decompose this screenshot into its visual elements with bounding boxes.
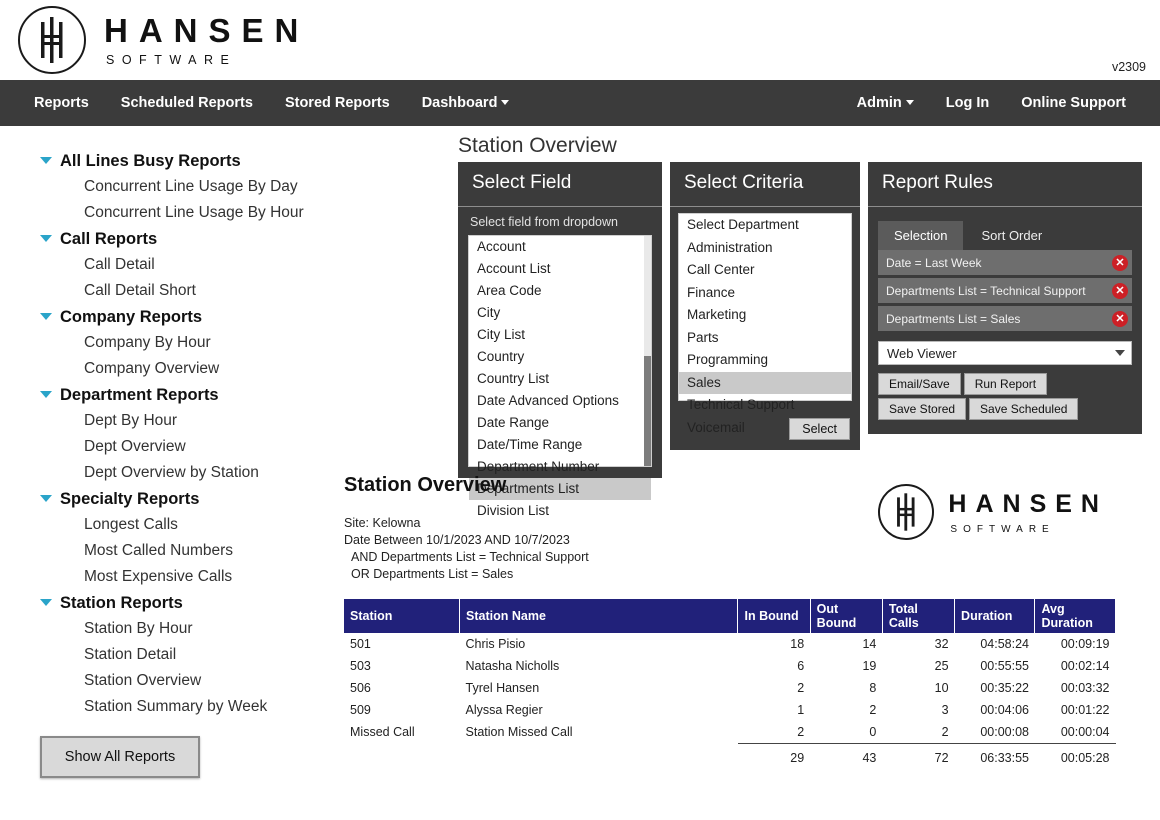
sidebar-group-specialty-reports[interactable] [0,486,330,512]
table-cell: 00:00:08 [980,725,1029,739]
caret-down-icon [40,599,52,606]
criteria-option[interactable]: Call Center [687,262,755,277]
builder-page-title: Station Overview [458,134,617,157]
field-option[interactable]: Division List [477,503,550,518]
field-option[interactable]: Account List [477,261,551,276]
table-cell: 6 [797,659,805,673]
table-total-cell: 72 [882,744,954,770]
table-cell: 32 [934,637,949,651]
show-all-reports-label: Show All Reports [64,749,176,765]
column-header: Out Bound [810,599,882,633]
table-cell: 00:03:32 [1060,681,1110,695]
table-cell: 2 [941,725,949,739]
table-cell: Alyssa Regier [465,703,543,717]
sidebar-item-station-overview[interactable]: Station Overview [84,672,202,689]
report-filter-line: Site: Kelowna [344,516,421,530]
nav-item-dashboard[interactable] [406,80,526,126]
sidebar-item-company-by-hour[interactable]: Company By Hour [84,334,211,351]
sidebar-group-department-reports[interactable] [0,382,330,408]
brand-title: HANSEN [948,489,1108,518]
field-option[interactable]: City List [477,327,526,342]
field-option[interactable]: Department Number [477,459,600,474]
table-cell: 00:02:14 [1060,659,1110,673]
hansen-logo-icon [878,484,934,540]
sidebar-item-call-detail-short[interactable]: Call Detail Short [84,282,196,299]
table-cell: 0 [869,725,877,739]
table-cell: 1 [797,703,805,717]
show-all-reports-button[interactable] [40,736,200,778]
report-rules-heading: Report Rules [868,162,1142,207]
table-row [344,655,1116,677]
table-cell: 10 [934,681,949,695]
brand-subtitle: SOFTWARE [106,52,237,67]
table-row [344,721,1116,744]
criteria-option[interactable]: Sales [679,372,851,395]
caret-down-icon [40,313,52,320]
report-filter-line: AND Departments List = Technical Support [351,550,589,564]
table-cell: 00:01:22 [1060,703,1110,717]
navbar-left-group [18,80,525,126]
delete-rule-icon[interactable]: ✕ [1112,283,1128,299]
nav-item-label: Online Support [1021,95,1126,111]
criteria-option[interactable]: Marketing [687,307,747,322]
table-cell: 00:00:04 [1060,725,1110,739]
field-option[interactable]: Date Advanced Options [477,393,619,408]
table-cell: 00:55:55 [980,659,1029,673]
field-option[interactable]: Country List [477,371,550,386]
table-cell: Station Missed Call [465,725,573,740]
nav-item-label: Stored Reports [284,95,390,111]
report-filter-line: Date Between 10/1/2023 AND 10/7/2023 [344,533,570,547]
table-cell: 14 [862,637,877,651]
nav-item-stored-reports[interactable] [269,80,406,126]
field-option[interactable]: Departments List [469,478,651,500]
table-cell: 3 [941,703,949,717]
table-cell: 506 [350,681,371,695]
table-body [344,633,1116,769]
criteria-option[interactable]: Programming [687,352,769,367]
sidebar-item-longest-calls[interactable]: Longest Calls [84,516,178,533]
sidebar-item-station-by-hour[interactable]: Station By Hour [84,620,193,637]
criteria-option[interactable]: Select Department [687,217,799,232]
sidebar-group-label: Specialty Reports [60,490,200,508]
criteria-select-button[interactable]: Select [789,418,850,440]
table-header-row [344,599,1116,633]
sidebar-item-dept-overview-by-station[interactable]: Dept Overview by Station [84,464,259,481]
table-cell: Tyrel Hansen [465,681,540,695]
criteria-option[interactable]: Technical Support [687,397,795,412]
select-criteria-listbox[interactable] [678,213,852,435]
nav-item-label: Dashboard [421,95,498,111]
select-criteria-panel [670,162,860,450]
report-sidebar [0,126,330,720]
run-report-button[interactable]: Run Report [964,373,1047,395]
field-option[interactable]: Account [477,239,526,254]
sidebar-item-company-overview[interactable]: Company Overview [84,360,220,377]
criteria-option[interactable]: Finance [687,284,736,300]
save-stored-button[interactable]: Save Stored [878,398,966,420]
sidebar-group-label: Company Reports [60,308,203,326]
tab-selection[interactable]: Selection [878,221,963,250]
sidebar-group-label: All Lines Busy Reports [60,152,241,170]
select-field-heading: Select Field [458,162,662,207]
sidebar-group-label: Call Reports [60,230,158,248]
sidebar-item-dept-by-hour[interactable]: Dept By Hour [84,412,178,429]
table-cell: 00:09:19 [1060,637,1110,651]
field-list-scrollbar[interactable] [644,236,651,466]
select-field-listbox[interactable] [468,235,652,518]
report-rules-panel [868,162,1142,434]
table-cell: 501 [350,637,371,651]
hansen-logo-icon [18,6,86,74]
table-cell: 25 [934,659,949,673]
main-navbar [0,80,1160,126]
sidebar-group-all-lines-busy-reports[interactable] [0,148,330,174]
report-rules-tabs [868,207,1142,250]
sidebar-group-label: Station Reports [60,594,183,612]
sidebar-item-concurrent-line-usage-by-hour[interactable]: Concurrent Line Usage By Hour [84,204,304,221]
nav-item-label: Admin [856,95,902,111]
table-total-cell: 06:33:55 [955,744,1035,770]
nav-item-label: Scheduled Reports [120,95,253,111]
column-header: Station [344,599,460,633]
nav-item-reports[interactable] [18,80,105,126]
report-rule-row [878,250,1132,275]
table-row [344,677,1116,699]
brand-logo [18,6,309,74]
criteria-option[interactable]: Parts [687,329,719,345]
table-row [344,699,1116,721]
nav-item-admin[interactable] [841,80,930,126]
select-field-hint: Select field from dropdown [470,215,618,229]
chevron-down-icon [1115,350,1125,356]
table-cell: 04:58:24 [980,637,1029,651]
report-rule-row [878,278,1132,303]
select-criteria-heading: Select Criteria [670,162,860,207]
table-cell: Natasha Nicholls [465,659,560,673]
sidebar-item-concurrent-line-usage-by-day[interactable]: Concurrent Line Usage By Day [84,178,298,195]
brand-title: HANSEN [104,11,310,49]
brand-subtitle: SOFTWARE [950,523,1055,535]
email-save-button[interactable]: Email/Save [878,373,961,395]
report-brand-logo [878,484,1108,540]
field-option[interactable]: Date Range [477,415,550,430]
page-header [0,0,1160,80]
sidebar-item-most-expensive-calls[interactable]: Most Expensive Calls [84,568,233,585]
field-option[interactable]: Date/Time Range [477,437,583,452]
criteria-option[interactable]: Voicemail [687,419,745,435]
field-list-scroll-thumb[interactable] [644,356,651,466]
table-cell: 509 [350,703,371,717]
table-cell: 8 [869,681,877,695]
save-scheduled-button[interactable]: Save Scheduled [969,398,1078,420]
nav-item-label: Reports [34,95,89,111]
table-total-row [344,744,1116,770]
report-rule-row [878,306,1132,331]
caret-down-icon [40,495,52,502]
report-output [344,474,1144,769]
table-total-cell [460,744,738,770]
sidebar-group-call-reports[interactable] [0,226,330,252]
column-header: Station Name [460,599,738,633]
output-viewer-value: Web Viewer [887,345,957,361]
report-table [344,599,1116,769]
table-cell: 2 [869,703,877,717]
delete-rule-icon[interactable]: ✕ [1112,255,1128,271]
tab-sort-order[interactable]: Sort Order [981,228,1043,243]
table-cell: 00:35:22 [980,681,1029,695]
table-total-cell [344,744,460,770]
report-rules-buttons [878,373,1132,420]
column-header: Avg Duration [1035,599,1116,633]
sidebar-item-station-detail[interactable]: Station Detail [84,646,177,663]
version-label: v2309 [1111,60,1146,74]
table-cell: 00:04:06 [980,703,1029,717]
select-field-panel [458,162,662,518]
table-cell: 2 [797,725,805,739]
sidebar-item-call-detail[interactable]: Call Detail [84,256,155,273]
table-cell: 19 [862,659,877,673]
caret-down-icon [40,157,52,164]
table-cell: Chris Pisio [465,637,526,651]
column-header: Duration [955,599,1035,633]
table-total-cell: 00:05:28 [1035,744,1116,770]
nav-item-online-support[interactable] [1005,80,1142,126]
report-rule-label: Departments List = Sales [886,311,1021,326]
column-header: Total Calls [882,599,954,633]
field-option[interactable]: Area Code [477,283,542,298]
nav-item-label: Log In [945,95,990,111]
table-total-cell: 29 [738,744,810,770]
report-filter-line: OR Departments List = Sales [351,567,514,581]
table-cell: 18 [790,637,805,651]
field-option[interactable]: City [477,305,501,320]
sidebar-item-most-called-numbers[interactable]: Most Called Numbers [84,542,234,559]
table-cell: 2 [797,681,805,695]
report-rule-label: Departments List = Technical Support [886,283,1086,298]
nav-item-scheduled-reports[interactable] [105,80,269,126]
caret-down-icon [40,391,52,398]
table-row [344,633,1116,655]
sidebar-group-company-reports[interactable] [0,304,330,330]
criteria-option[interactable]: Administration [687,239,773,255]
table-cell: Missed Call [350,725,415,740]
sidebar-group-station-reports[interactable] [0,590,330,616]
nav-item-log-in[interactable] [930,80,1006,126]
navbar-right-group [841,80,1142,126]
report-rules-list [878,250,1132,331]
field-option[interactable]: Country [477,349,525,364]
sidebar-group-label: Department Reports [60,386,219,404]
caret-down-icon [906,100,914,105]
column-header: In Bound [738,599,810,633]
delete-rule-icon[interactable]: ✕ [1112,311,1128,327]
caret-down-icon [40,235,52,242]
output-viewer-select[interactable] [878,341,1132,365]
sidebar-item-station-summary-by-week[interactable]: Station Summary by Week [84,698,268,715]
report-rule-label: Date = Last Week [886,255,982,270]
table-cell: 503 [350,659,371,673]
report-title: Station Overview [344,474,507,496]
sidebar-item-dept-overview[interactable]: Dept Overview [84,438,186,455]
table-total-cell: 43 [810,744,882,770]
caret-down-icon [501,100,509,105]
